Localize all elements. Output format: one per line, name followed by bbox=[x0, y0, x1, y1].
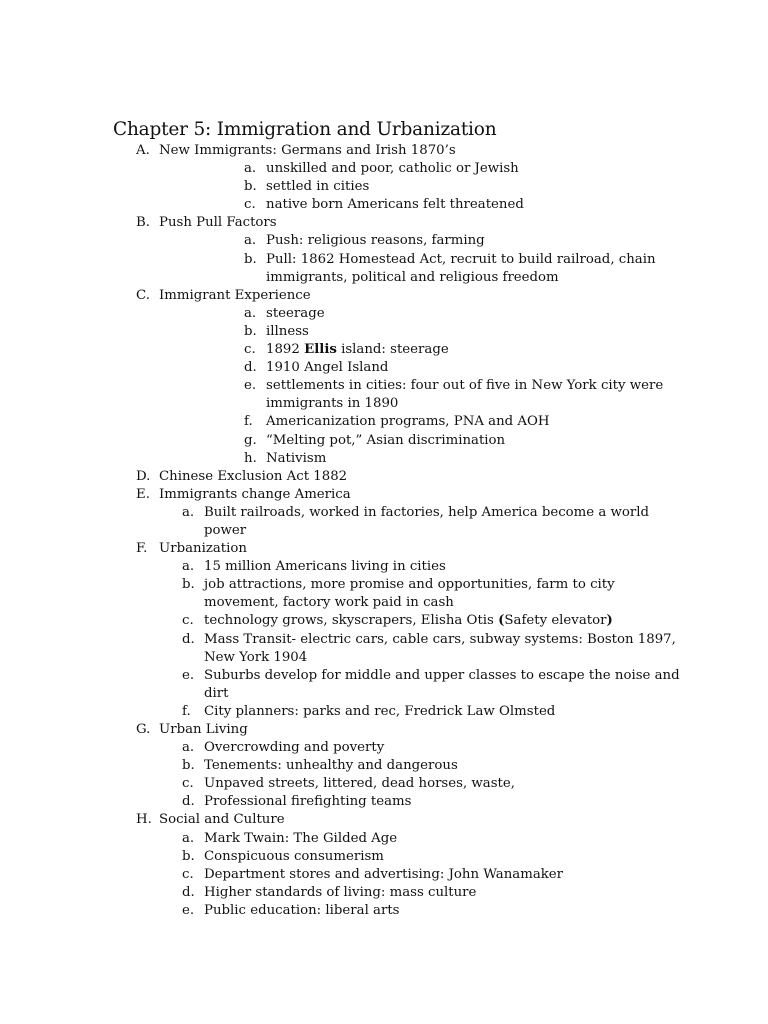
outline-text: movement, factory work paid in cash bbox=[204, 595, 454, 611]
outline-marker: G. bbox=[136, 722, 151, 737]
outline-text: native born Americans felt threatened bbox=[266, 197, 524, 213]
outline-item bbox=[0, 178, 768, 196]
outline-item bbox=[0, 866, 768, 884]
outline-item bbox=[0, 251, 768, 269]
bold-text: ) bbox=[606, 613, 613, 629]
bold-text: Ellis bbox=[304, 342, 337, 358]
outline-marker: f. bbox=[244, 414, 253, 430]
outline-text: New York 1904 bbox=[204, 649, 308, 665]
outline-marker: b. bbox=[244, 251, 257, 267]
outline-text: Push: religious reasons, farming bbox=[266, 233, 485, 249]
outline-marker: a. bbox=[244, 233, 257, 249]
outline-marker: H. bbox=[136, 812, 152, 828]
outline-text: Pull: 1862 Homestead Act, recruit to build railroad, chain bbox=[266, 251, 656, 267]
outline-item bbox=[0, 522, 768, 540]
outline-marker: a. bbox=[182, 740, 195, 756]
outline-text: City planners: parks and rec, Fredrick Law Olmsted bbox=[204, 703, 556, 719]
outline-text: immigrants in 1890 bbox=[266, 396, 399, 412]
outline-marker: c. bbox=[244, 342, 256, 358]
outline-marker: c. bbox=[182, 613, 194, 629]
outline-marker: c. bbox=[244, 197, 256, 213]
page-title: Chapter 5: Immigration and Urbanization bbox=[113, 119, 497, 140]
outline-marker: b. bbox=[244, 323, 257, 339]
text-run: 1892 bbox=[266, 342, 305, 358]
outline-marker: g. bbox=[244, 432, 257, 448]
outline-item bbox=[0, 558, 768, 576]
outline-marker: b. bbox=[182, 758, 195, 774]
outline-marker: F. bbox=[136, 541, 148, 557]
outline-item bbox=[0, 721, 768, 739]
outline-text: Public education: liberal arts bbox=[204, 902, 400, 918]
outline-marker: a. bbox=[244, 161, 257, 177]
outline-marker: a. bbox=[182, 830, 195, 846]
outline-text: Chinese Exclusion Act 1882 bbox=[159, 468, 348, 484]
outline-item bbox=[0, 884, 768, 902]
outline-item bbox=[0, 504, 768, 522]
text-run: island: steerage bbox=[336, 342, 449, 358]
outline-item bbox=[0, 432, 768, 450]
outline-text bbox=[266, 341, 449, 359]
text-run: technology grows, skyscrapers, Elisha Otis bbox=[204, 613, 499, 629]
outline-text: Nativism bbox=[266, 450, 327, 466]
outline-text: Department stores and advertising: John Wanamaker bbox=[204, 866, 564, 882]
outline-text: Unpaved streets, littered, dead horses, waste, bbox=[204, 776, 515, 792]
outline-marker: c. bbox=[182, 776, 194, 792]
outline-marker: d. bbox=[182, 884, 195, 900]
outline-text: Immigrants change America bbox=[159, 486, 351, 502]
outline-marker: e. bbox=[244, 378, 257, 394]
outline-item bbox=[0, 160, 768, 178]
outline-text: Push Pull Factors bbox=[159, 215, 277, 231]
outline-text bbox=[204, 612, 613, 630]
outline-item bbox=[0, 594, 768, 612]
outline-marker: b. bbox=[182, 577, 195, 593]
outline-item bbox=[0, 359, 768, 377]
outline-item bbox=[0, 269, 768, 287]
outline-item bbox=[0, 142, 768, 160]
outline-item bbox=[0, 631, 768, 649]
outline-item bbox=[0, 377, 768, 395]
outline-marker: a. bbox=[182, 504, 195, 520]
outline-item bbox=[0, 811, 768, 829]
outline-item bbox=[0, 232, 768, 250]
outline-text: Overcrowding and poverty bbox=[204, 740, 385, 756]
outline-list bbox=[0, 142, 768, 920]
outline-text: immigrants, political and religious freedom bbox=[266, 269, 559, 285]
outline-item bbox=[0, 685, 768, 703]
outline-marker: b. bbox=[182, 848, 195, 864]
outline-item bbox=[0, 323, 768, 341]
outline-item bbox=[0, 287, 768, 305]
outline-text: settled in cities bbox=[266, 179, 370, 195]
outline-item bbox=[0, 667, 768, 685]
outline-text: Conspicuous consumerism bbox=[204, 848, 384, 864]
outline-item bbox=[0, 540, 768, 558]
outline-text: Americanization programs, PNA and AOH bbox=[266, 414, 550, 430]
outline-text: Urban Living bbox=[159, 722, 248, 737]
outline-marker: f. bbox=[182, 703, 191, 719]
outline-text: Professional firefighting teams bbox=[204, 794, 412, 810]
outline-item bbox=[0, 413, 768, 431]
outline-item bbox=[0, 214, 768, 232]
outline-marker: e. bbox=[182, 667, 195, 683]
outline-text: Tenements: unhealthy and dangerous bbox=[204, 758, 458, 774]
outline-item bbox=[0, 757, 768, 775]
outline-marker: e. bbox=[182, 902, 195, 918]
outline-item bbox=[0, 468, 768, 486]
outline-item bbox=[0, 486, 768, 504]
outline-text: Social and Culture bbox=[159, 812, 285, 828]
text-run: Safety elevator bbox=[504, 613, 607, 629]
outline-marker: A. bbox=[136, 143, 150, 158]
outline-item bbox=[0, 775, 768, 793]
outline-marker: C. bbox=[136, 287, 150, 303]
outline-item bbox=[0, 902, 768, 920]
outline-marker: b. bbox=[244, 179, 257, 195]
outline-item bbox=[0, 830, 768, 848]
outline-marker: d. bbox=[182, 631, 195, 647]
outline-marker: E. bbox=[136, 486, 150, 502]
outline-text: steerage bbox=[266, 305, 325, 321]
outline-marker: d. bbox=[182, 794, 195, 810]
outline-item bbox=[0, 739, 768, 757]
bold-text: ( bbox=[498, 613, 505, 629]
outline-item bbox=[0, 450, 768, 468]
outline-item bbox=[0, 649, 768, 667]
outline-text: New Immigrants: Germans and Irish 1870’s bbox=[159, 143, 456, 158]
outline-text: Suburbs develop for middle and upper classes to escape the noise and bbox=[204, 667, 680, 683]
outline-marker: h. bbox=[244, 450, 257, 466]
outline-item bbox=[0, 196, 768, 214]
outline-marker: B. bbox=[136, 215, 150, 231]
outline-item bbox=[0, 305, 768, 323]
outline-marker: d. bbox=[244, 360, 257, 376]
outline-text: Built railroads, worked in factories, help America become a world bbox=[204, 504, 650, 520]
outline-item bbox=[0, 341, 768, 359]
outline-text: unskilled and poor, catholic or Jewish bbox=[266, 161, 519, 177]
outline-text: illness bbox=[266, 323, 309, 339]
outline-text: job attractions, more promise and opportunities, farm to city bbox=[204, 577, 615, 593]
outline-item bbox=[0, 703, 768, 721]
outline-text: Higher standards of living: mass culture bbox=[204, 884, 477, 900]
outline-text: Immigrant Experience bbox=[159, 287, 311, 303]
outline-text: 1910 Angel Island bbox=[266, 360, 389, 376]
outline-marker: a. bbox=[182, 559, 195, 575]
outline-item bbox=[0, 848, 768, 866]
outline-text: Urbanization bbox=[159, 541, 247, 557]
outline-item bbox=[0, 576, 768, 594]
outline-text: Mark Twain: The Gilded Age bbox=[204, 830, 398, 846]
outline-item bbox=[0, 612, 768, 630]
outline-marker: D. bbox=[136, 468, 151, 484]
outline-text: settlements in cities: four out of five in New York city were bbox=[266, 378, 664, 394]
outline-text: dirt bbox=[204, 685, 229, 701]
outline-text: power bbox=[204, 522, 247, 538]
outline-item bbox=[0, 395, 768, 413]
outline-text: 15 million Americans living in cities bbox=[204, 559, 446, 575]
outline-marker: a. bbox=[244, 305, 257, 321]
outline-item bbox=[0, 793, 768, 811]
outline-text: “Melting pot,” Asian discrimination bbox=[266, 432, 506, 448]
outline-marker: c. bbox=[182, 866, 194, 882]
outline-text: Mass Transit- electric cars, cable cars, subway systems: Boston 1897, bbox=[204, 631, 676, 647]
